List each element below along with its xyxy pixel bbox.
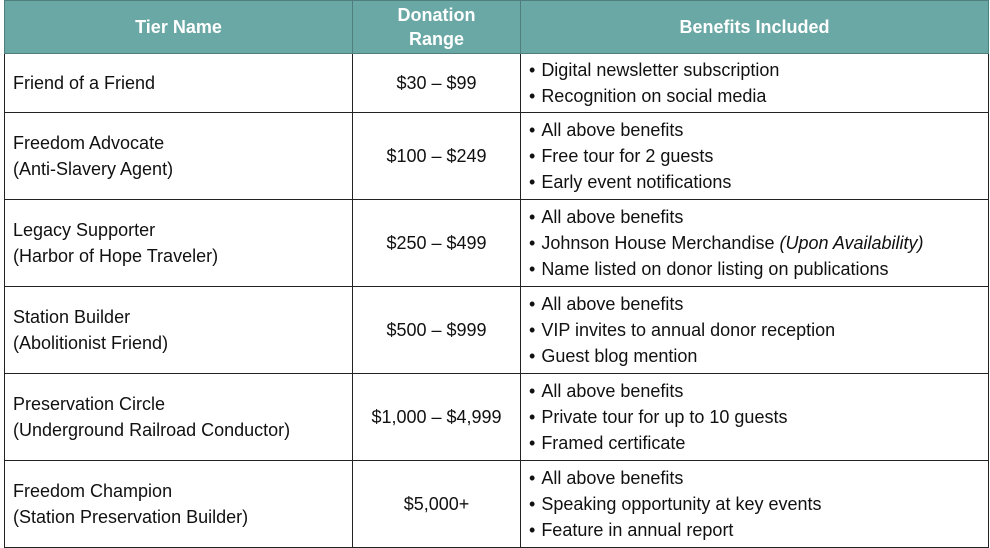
table-row [5,374,989,461]
bullet-icon: • [529,407,536,427]
tier-subtitle: (Abolitionist Friend) [13,333,169,353]
benefit-text: Name listed on donor listing on publications [541,259,889,279]
benefit-item [529,143,980,169]
donation-range-cell: $5,000+ [353,461,521,548]
donation-tiers-table [4,0,989,548]
tier-subtitle: (Harbor of Hope Traveler) [13,246,219,266]
tier-name: Station Builder [13,307,131,327]
benefit-item [529,83,980,109]
benefit-note: (Upon Availability) [779,233,924,253]
benefit-text: All above benefits [541,381,684,401]
bullet-icon: • [529,381,536,401]
tier-name-cell [5,54,353,113]
benefit-text: Free tour for 2 guests [541,146,714,166]
benefit-text: All above benefits [541,207,684,227]
benefit-text: Johnson House Merchandise [541,233,775,253]
table-row [5,461,989,548]
benefit-item [529,317,980,343]
tier-subtitle: (Anti-Slavery Agent) [13,159,174,179]
header-donation-range-label: Donation Range [397,5,476,49]
tier-name-cell [5,374,353,461]
benefit-text: Guest blog mention [541,346,698,366]
benefit-text: Feature in annual report [541,520,734,540]
benefit-text: Speaking opportunity at key events [541,494,822,514]
benefit-item [529,230,980,256]
bullet-icon: • [529,494,536,514]
bullet-icon: • [529,172,536,192]
header-tier-name: Tier Name [5,1,353,54]
bullet-icon: • [529,520,536,540]
tier-name-cell [5,287,353,374]
bullet-icon: • [529,86,536,106]
header-benefits: Benefits Included [521,1,989,54]
bullet-icon: • [529,294,536,314]
benefit-item [529,117,980,143]
benefits-cell [521,200,989,287]
benefit-item [529,256,980,282]
bullet-icon: • [529,259,536,279]
benefit-text: Framed certificate [541,433,686,453]
table-row [5,54,989,113]
benefit-text: VIP invites to annual donor reception [541,320,836,340]
bullet-icon: • [529,320,536,340]
benefits-cell [521,461,989,548]
table-row [5,113,989,200]
table-body [5,54,989,548]
bullet-icon: • [529,433,536,453]
tier-name-cell [5,200,353,287]
bullet-icon: • [529,146,536,166]
table-row [5,200,989,287]
benefit-item [529,57,980,83]
benefit-text: Digital newsletter subscription [541,60,780,80]
benefit-item [529,517,980,543]
donation-range-cell: $30 – $99 [353,54,521,113]
benefits-cell [521,54,989,113]
benefits-cell [521,374,989,461]
benefit-text: All above benefits [541,294,684,314]
header-donation-range [353,1,521,54]
donation-range-cell: $250 – $499 [353,200,521,287]
tier-subtitle: (Underground Railroad Conductor) [13,420,291,440]
tier-name: Freedom Advocate [13,133,165,153]
benefit-item [529,404,980,430]
header-row [5,1,989,54]
benefit-text: Recognition on social media [541,86,767,106]
table-row [5,287,989,374]
tier-name: Preservation Circle [13,394,166,414]
benefit-text: Private tour for up to 10 guests [541,407,788,427]
benefit-item [529,378,980,404]
benefit-text: All above benefits [541,120,684,140]
tier-name: Friend of a Friend [13,73,156,93]
donation-range-cell: $1,000 – $4,999 [353,374,521,461]
benefit-text: Early event notifications [541,172,732,192]
donation-range-cell: $500 – $999 [353,287,521,374]
tier-name: Legacy Supporter [13,220,156,240]
tier-name-cell [5,113,353,200]
benefit-item [529,291,980,317]
bullet-icon: • [529,207,536,227]
donation-range-cell: $100 – $249 [353,113,521,200]
tier-subtitle: (Station Preservation Builder) [13,507,249,527]
tier-name: Freedom Champion [13,481,173,501]
bullet-icon: • [529,468,536,488]
bullet-icon: • [529,233,536,253]
benefit-item [529,430,980,456]
bullet-icon: • [529,60,536,80]
benefit-item [529,169,980,195]
tier-name-cell [5,461,353,548]
benefit-item [529,465,980,491]
benefit-item [529,204,980,230]
benefit-item [529,491,980,517]
benefit-text: All above benefits [541,468,684,488]
bullet-icon: • [529,346,536,366]
benefit-item [529,343,980,369]
benefits-cell [521,287,989,374]
benefits-cell [521,113,989,200]
bullet-icon: • [529,120,536,140]
